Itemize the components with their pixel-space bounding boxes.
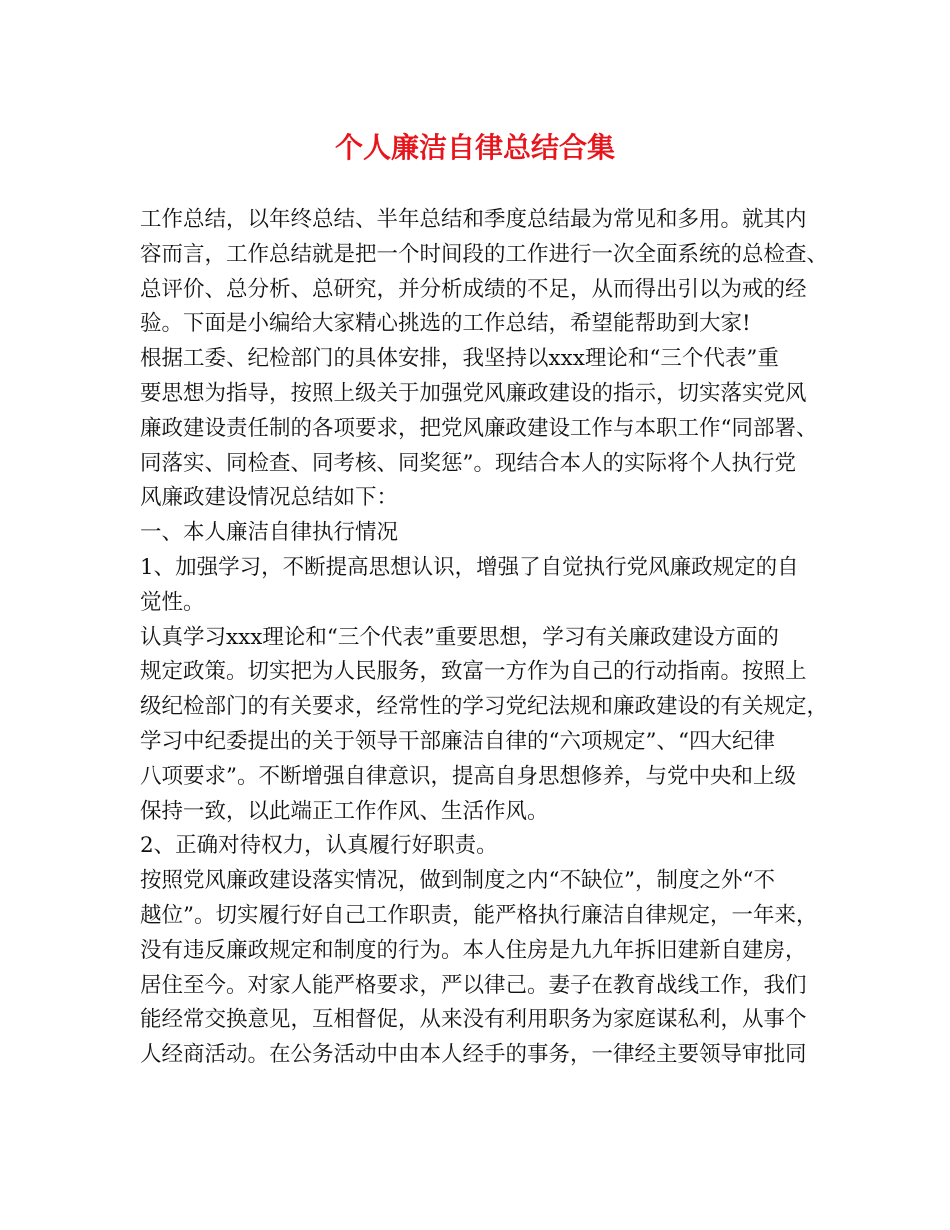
text-line: 总评价、总分析、总研究，并分析成绩的不足，从而得出引以为戒的经 xyxy=(140,276,807,302)
text-line: 同落实、同检查、同考核、同奖惩”。现结合本人的实际将个人执行党 xyxy=(140,450,796,476)
section-heading: 一、本人廉洁自律执行情况 xyxy=(140,520,399,546)
text-line: 工作总结，以年终总结、半年总结和季度总结最为常见和多用。就其内 xyxy=(140,207,807,232)
text-line: 验。下面是小编给大家精心挑选的工作总结，希望能帮助到大家! xyxy=(140,311,751,337)
text-line: 要思想为指导，按照上级关于加强党风廉政建设的指示，切实落实党风 xyxy=(140,380,807,406)
text-line: 人经商活动。在公务活动中由本人经手的事务，一律经主要领导审批同 xyxy=(140,1042,807,1068)
text-line: 廉政建设责任制的各项要求，把党风廉政建设工作与本职工作“同部署、 xyxy=(140,415,818,441)
text-line: 按照党风廉政建设落实情况，做到制度之内“不缺位”，制度之外“不 xyxy=(140,868,775,894)
text-line: 居住至今。对家人能严格要求，严以律己。妻子在教育战线工作，我们 xyxy=(140,972,807,998)
text-line: 认真学习xxx理论和“三个代表”重要思想，学习有关廉政建设方面的 xyxy=(140,624,779,650)
document-body xyxy=(140,203,830,1073)
text-line: 越位”。切实履行好自己工作职责，能严格执行廉洁自律规定，一年来， xyxy=(140,902,818,928)
text-line: 八项要求”。不断增强自律意识，提高自身思想修养，与党中央和上级 xyxy=(140,763,796,789)
document-title: 个人廉洁自律总结合集 xyxy=(334,131,615,164)
text-line: 保持一致，以此端正工作作风、生活作风。 xyxy=(140,798,549,824)
text-line: 容而言，工作总结就是把一个时间段的工作进行一次全面系统的总检查、 xyxy=(140,241,829,267)
text-line: 风廉政建设情况总结如下： xyxy=(140,485,399,511)
text-line: 规定政策。切实把为人民服务，致富一方作为自己的行动指南。按照上 xyxy=(140,659,807,685)
text-line: 没有违反廉政规定和制度的行为。本人住房是九九年拆旧建新自建房， xyxy=(140,937,807,963)
text-line: 根据工委、纪检部门的具体安排，我坚持以xxx理论和“三个代表”重 xyxy=(140,346,779,372)
text-line: 觉性。 xyxy=(140,589,205,615)
subsection-heading: 1、加强学习，不断提高思想认识，增强了自觉执行党风廉政规定的自 xyxy=(140,554,799,580)
subsection-heading: 2、正确对待权力，认真履行好职责。 xyxy=(140,833,498,859)
text-line: 能经常交换意见，互相督促，从来没有利用职务为家庭谋私利，从事个 xyxy=(140,1007,807,1033)
text-line: 学习中纪委提出的关于领导干部廉洁自律的“六项规定”、“四大纪律 xyxy=(140,728,775,754)
text-line: 级纪检部门的有关要求，经常性的学习党纪法规和廉政建设的有关规定， xyxy=(140,694,829,720)
